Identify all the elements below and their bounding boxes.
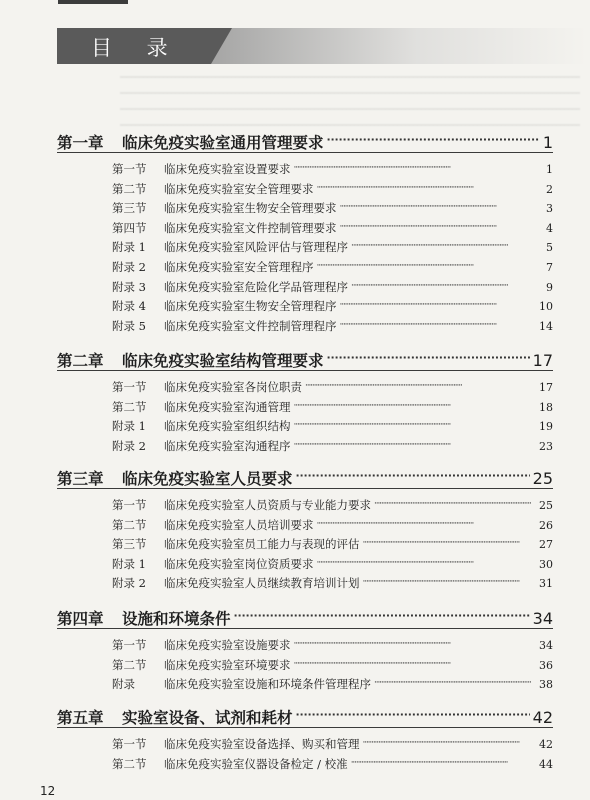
section-title: 临床免疫实验室沟通程序: [164, 438, 291, 453]
toc-chapter-entry: [57, 131, 553, 153]
section-title: 临床免疫实验室设备选择、购买和管理: [164, 737, 360, 751]
chapter-title: 实验室设备、试剂和耗材: [122, 709, 293, 727]
section-number: 附录 5: [112, 318, 146, 333]
toc-section-entry: [112, 418, 553, 434]
section-page-number: 3: [546, 202, 553, 216]
section-page-number: 25: [539, 499, 553, 512]
section-page-number: 23: [539, 439, 553, 453]
section-number: 第二节: [112, 181, 147, 196]
toc-section-entry: [112, 536, 553, 552]
section-number: 第四节: [112, 220, 147, 235]
chapter-page-number: 17: [532, 351, 553, 370]
section-page-number: 36: [539, 658, 553, 672]
toc-section-entry: [112, 736, 553, 752]
section-page-number: 1: [546, 163, 553, 176]
toc-section-entry: [112, 399, 553, 415]
toc-header-banner: [57, 28, 587, 64]
section-page-number: 18: [539, 400, 553, 414]
chapter-number: 第一章: [57, 134, 104, 152]
chapter-divider: [57, 152, 553, 153]
chapter-page-number: 1: [542, 133, 553, 152]
dot-leader: [294, 438, 537, 450]
section-number: 附录 1: [112, 556, 146, 571]
section-title: 临床免疫实验室沟通管理: [164, 399, 291, 414]
dot-leader: [296, 469, 530, 485]
section-title: 临床免疫实验室危险化学品管理程序: [164, 279, 348, 294]
section-page-number: 17: [539, 381, 553, 394]
toc-section-entry: [112, 200, 553, 216]
section-title: 临床免疫实验室设置要求: [164, 162, 291, 176]
toc-section-entry: [112, 657, 553, 673]
dot-leader: [340, 220, 544, 232]
section-number: 第三节: [112, 537, 147, 552]
section-page-number: 14: [539, 319, 553, 333]
section-number: 第一节: [112, 638, 147, 652]
section-page-number: 10: [539, 300, 553, 314]
section-title: 临床免疫实验室人员资质与专业能力要求: [164, 498, 371, 512]
chapter-title: 临床免疫实验室结构管理要求: [122, 352, 324, 370]
section-title: 临床免疫实验室安全管理要求: [164, 181, 314, 196]
section-title: 临床免疫实验室各岗位职责: [164, 380, 302, 394]
section-page-number: 31: [539, 577, 553, 591]
page-title: 目 录: [91, 36, 182, 60]
section-number: 第一节: [112, 162, 147, 176]
dot-leader: [234, 609, 530, 625]
toc-section-entry: [112, 298, 553, 314]
section-page-number: 19: [539, 420, 553, 434]
section-title: 临床免疫实验室生物安全管理程序: [164, 299, 337, 314]
section-number: 第一节: [112, 498, 147, 512]
section-page-number: 9: [546, 280, 553, 294]
section-page-number: 44: [539, 757, 553, 771]
chapter-number: 第二章: [57, 352, 104, 370]
section-page-number: 7: [546, 261, 553, 274]
dot-leader: [294, 162, 544, 174]
dot-leader: [317, 517, 537, 529]
toc-section-entry: [112, 379, 553, 395]
toc-section-entry: [112, 756, 553, 772]
chapter-title: 设施和环境条件: [122, 610, 231, 628]
top-edge-mark: [58, 0, 128, 4]
dot-leader: [327, 351, 530, 367]
section-title: 临床免疫实验室人员培训要求: [164, 517, 314, 532]
section-page-number: 30: [539, 557, 553, 571]
toc-section-entry: [112, 637, 553, 653]
section-number: 第二节: [112, 756, 147, 771]
dot-leader: [363, 537, 537, 549]
chapter-divider: [57, 727, 553, 728]
chapter-number: 第五章: [57, 709, 104, 727]
dot-leader: [317, 556, 537, 568]
chapter-page-number: 42: [532, 708, 553, 727]
toc-section-entry: [112, 161, 553, 177]
section-title: 临床免疫实验室安全管理程序: [164, 260, 314, 274]
dot-leader: [340, 318, 537, 330]
chapter-divider: [57, 628, 553, 629]
dot-leader: [351, 279, 543, 291]
dot-leader: [340, 201, 544, 213]
section-title: 临床免疫实验室环境要求: [164, 657, 291, 672]
section-title: 临床免疫实验室生物安全管理要求: [164, 201, 337, 216]
toc-section-entry: [112, 517, 553, 533]
toc-section-entry: [112, 318, 553, 334]
page-number: 12: [40, 784, 56, 798]
section-number: 第二节: [112, 399, 147, 414]
chapter-number: 第四章: [57, 610, 104, 628]
section-number: 附录 3: [112, 279, 146, 294]
chapter-page-number: 34: [532, 609, 553, 628]
section-number: 第二节: [112, 657, 147, 672]
dot-leader: [351, 240, 543, 252]
toc-section-entry: [112, 259, 553, 275]
section-number: 附录 2: [112, 576, 146, 591]
section-title: 临床免疫实验室仪器设备检定 / 校准: [164, 756, 348, 771]
section-number: 附录 2: [112, 438, 146, 453]
section-title: 临床免疫实验室设施要求: [164, 638, 291, 652]
section-page-number: 42: [539, 738, 553, 751]
toc-chapter-entry: [57, 349, 553, 371]
chapter-title: 临床免疫实验室人员要求: [122, 470, 293, 488]
dot-leader: [294, 638, 537, 650]
section-page-number: 5: [546, 241, 553, 255]
dot-leader: [327, 133, 540, 149]
toc-section-entry: [112, 239, 553, 255]
toc-chapter-entry: [57, 706, 553, 728]
toc-section-entry: [112, 438, 553, 454]
section-page-number: 26: [539, 518, 553, 532]
dot-leader: [296, 708, 530, 724]
section-number: 第一节: [112, 380, 147, 394]
section-page-number: 34: [539, 639, 553, 652]
chapter-divider: [57, 488, 553, 489]
toc-section-entry: [112, 556, 553, 572]
toc-section-entry: [112, 220, 553, 236]
dot-leader: [374, 677, 536, 689]
dot-leader: [363, 737, 537, 749]
section-number: 附录 4: [112, 299, 146, 314]
dot-leader: [351, 756, 536, 768]
section-title: 临床免疫实验室风险评估与管理程序: [164, 240, 348, 255]
section-page-number: 38: [539, 678, 553, 692]
chapter-page-number: 25: [532, 469, 553, 488]
section-number: 第二节: [112, 517, 147, 532]
section-number: 附录 1: [112, 240, 146, 255]
dot-leader: [317, 260, 544, 272]
section-title: 临床免疫实验室岗位资质要求: [164, 556, 314, 571]
dot-leader: [294, 399, 537, 411]
dot-leader: [317, 181, 544, 193]
toc-section-entry: [112, 181, 553, 197]
chapter-divider: [57, 370, 553, 371]
dot-leader: [340, 299, 537, 311]
section-number: 第三节: [112, 201, 147, 216]
toc-chapter-entry: [57, 607, 553, 629]
section-title: 临床免疫实验室文件控制管理程序: [164, 318, 337, 333]
chapter-number: 第三章: [57, 470, 104, 488]
show-through-text: [120, 62, 580, 132]
section-number: 附录 2: [112, 260, 146, 274]
section-title: 临床免疫实验室文件控制管理要求: [164, 220, 337, 235]
section-page-number: 2: [546, 182, 553, 196]
section-number: 第一节: [112, 737, 147, 751]
chapter-title: 临床免疫实验室通用管理要求: [122, 134, 324, 152]
header-gradient: [207, 28, 587, 64]
section-number: 附录 1: [112, 419, 146, 434]
toc-section-entry: [112, 575, 553, 591]
section-title: 临床免疫实验室员工能力与表现的评估: [164, 537, 360, 552]
dot-leader: [294, 657, 537, 669]
dot-leader: [305, 380, 536, 392]
section-page-number: 4: [546, 221, 553, 235]
toc-section-entry: [112, 676, 553, 692]
section-page-number: 27: [539, 538, 553, 552]
toc-chapter-entry: [57, 467, 553, 489]
dot-leader: [363, 576, 537, 588]
section-title: 临床免疫实验室组织结构: [164, 419, 291, 434]
toc-section-entry: [112, 497, 553, 513]
dot-leader: [374, 498, 536, 510]
section-title: 临床免疫实验室人员继续教育培训计划: [164, 576, 360, 591]
section-title: 临床免疫实验室设施和环境条件管理程序: [164, 677, 371, 692]
section-number: 附录: [112, 677, 135, 692]
toc-section-entry: [112, 279, 553, 295]
dot-leader: [294, 419, 537, 431]
